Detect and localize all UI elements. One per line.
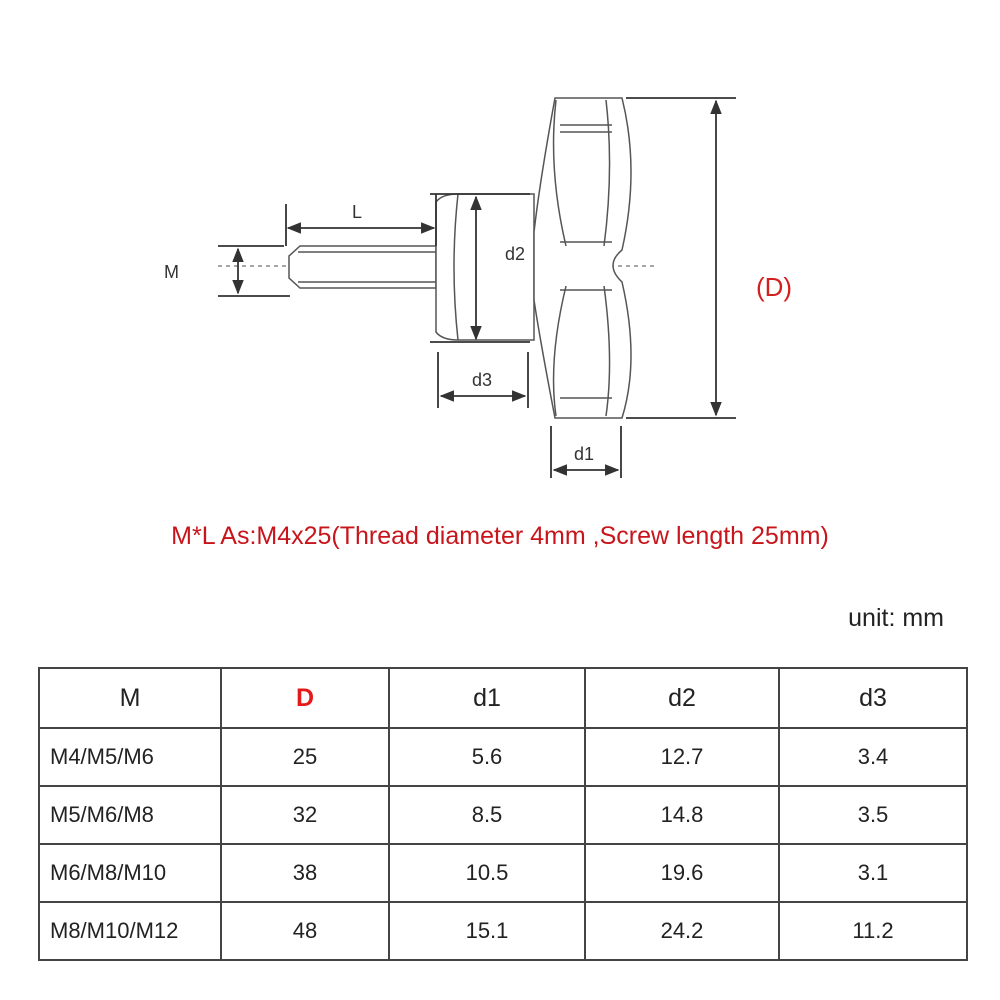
label-d1: d1 <box>574 444 595 464</box>
cell-d1: 15.1 <box>389 902 585 960</box>
label-d3: d3 <box>472 370 493 390</box>
cell-d3: 3.5 <box>779 786 967 844</box>
header-d2: d2 <box>585 668 779 728</box>
dimension-M <box>218 246 290 296</box>
cell-d1: 8.5 <box>389 786 585 844</box>
header-d3: d3 <box>779 668 967 728</box>
cell-d1: 5.6 <box>389 728 585 786</box>
example-size-note: M*L As:M4x25(Thread diameter 4mm ,Screw length 25mm) <box>171 522 829 550</box>
table-header-row <box>39 668 967 728</box>
size-table <box>38 667 968 961</box>
cell-d1: 10.5 <box>389 844 585 902</box>
cell-D: 48 <box>221 902 389 960</box>
cell-d2: 19.6 <box>585 844 779 902</box>
label-L: L <box>352 202 363 222</box>
table-row <box>39 728 967 786</box>
cell-size: M5/M6/M8 <box>39 786 221 844</box>
label-M: M <box>164 262 179 282</box>
cell-size: M6/M8/M10 <box>39 844 221 902</box>
label-d2: d2 <box>505 244 526 264</box>
header-d1: d1 <box>389 668 585 728</box>
cell-d3: 3.1 <box>779 844 967 902</box>
table-row <box>39 786 967 844</box>
cell-D: 32 <box>221 786 389 844</box>
cell-D: 25 <box>221 728 389 786</box>
cell-d3: 3.4 <box>779 728 967 786</box>
dimension-D <box>626 98 736 418</box>
screw-shaft <box>289 246 436 288</box>
cell-d2: 12.7 <box>585 728 779 786</box>
cell-d2: 14.8 <box>585 786 779 844</box>
unit-label: unit: mm <box>848 604 944 632</box>
table-row <box>39 844 967 902</box>
cell-size: M4/M5/M6 <box>39 728 221 786</box>
cell-d3: 11.2 <box>779 902 967 960</box>
cell-D: 38 <box>221 844 389 902</box>
knob-handle <box>534 98 631 418</box>
header-D: D <box>221 668 389 728</box>
header-M: M <box>39 668 221 728</box>
table-row <box>39 902 967 960</box>
cell-d2: 24.2 <box>585 902 779 960</box>
cell-size: M8/M10/M12 <box>39 902 221 960</box>
collar <box>436 194 534 340</box>
label-D: (D) <box>756 272 793 302</box>
